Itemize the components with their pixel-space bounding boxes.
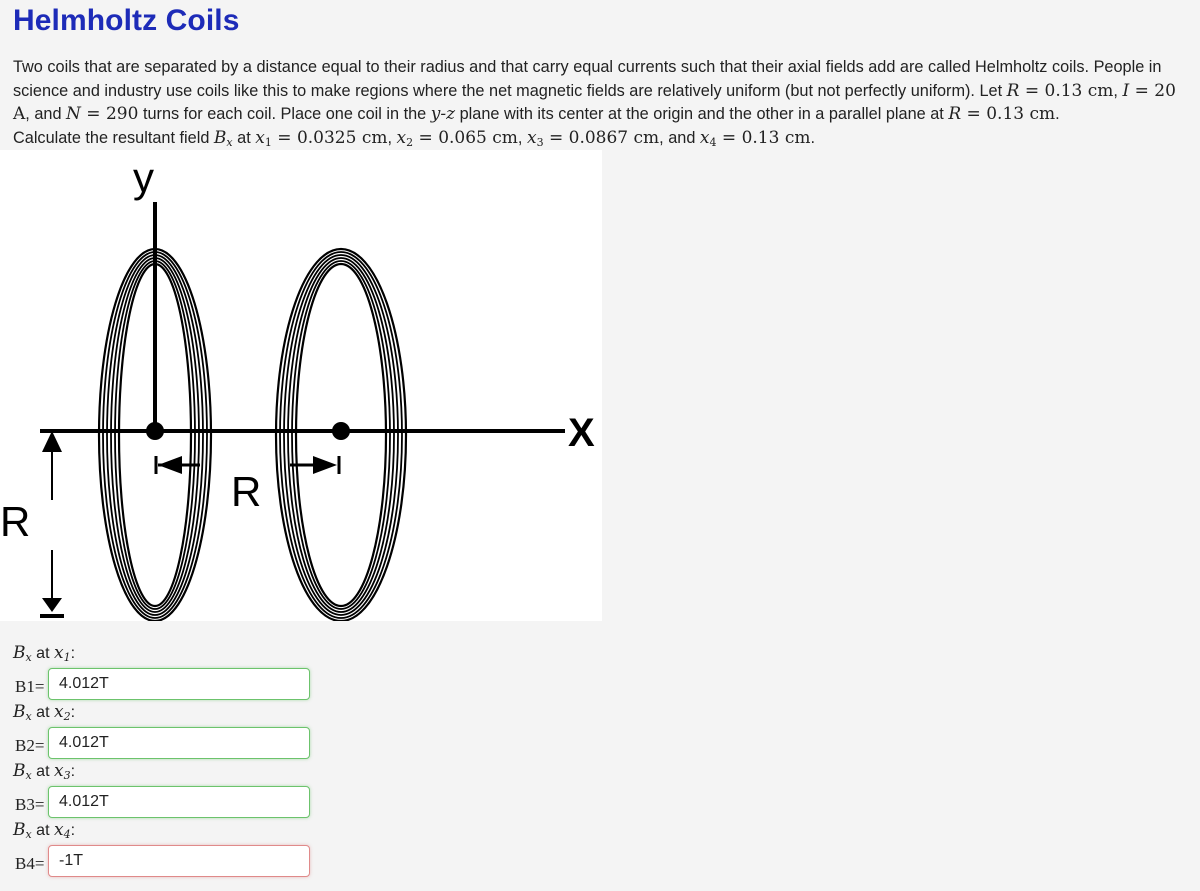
answer-prompt-4: $B_x$ at $x_4$: — [13, 820, 76, 841]
answer-label-2: B2= — [15, 736, 45, 755]
radius-R-label: R — [0, 498, 31, 545]
left-coil-center-dot — [146, 422, 164, 440]
answer-input-b1[interactable] — [48, 668, 310, 700]
y-axis-label: y — [133, 154, 154, 201]
answer-input-b2[interactable] — [48, 727, 310, 759]
answer-input-b3[interactable] — [48, 786, 310, 818]
math-x2: $x_2 = 0.065$ cm — [396, 127, 518, 149]
math-I: I = 20 A — [13, 80, 1176, 124]
math-x3: $x_3 = 0.0867$ cm — [526, 127, 660, 149]
problem-intro-text: Two coils that are separated by a distance equal to their radius and that carry equal currents such that their axial fields add are called Helmholtz coils. People in science and industry use coils like this to make regions where the net magnetic fields are relatively uniform (but not perfectly uniform). Let — [13, 58, 1162, 100]
math-R: R = 0.13 cm — [1006, 80, 1114, 101]
math-N: N = 290 — [66, 104, 139, 124]
math-R-again: R = 0.13 cm — [948, 104, 1056, 124]
math-Bx: $B_x$ — [213, 127, 233, 149]
answer-label-1: B1= — [15, 677, 45, 696]
problem-turns-text: turns for each coil. Place one coil in the — [138, 105, 431, 123]
plane-name: y-z — [430, 104, 456, 124]
answers-section — [13, 640, 333, 876]
answer-group-1 — [13, 640, 333, 699]
right-coil-center-dot — [332, 422, 350, 440]
math-x1: $x_1 = 0.0325$ cm — [255, 127, 388, 149]
problem-statement: Two coils that are separated by a distance equal to their radius and that carry equal currents such that their axial fields add are called Helmholtz coils. People in science and industry use coils like this to make regions where the net magnetic fields are relatively uniform (but not perfectly uniform). Let R = 0.13 cm, I = 20 A, and N = 290 turns for each coil. Place one coil in the y-z plane with its center at the origin and the other in a parallel plane at R = 0.13 cm. Calculate the resultant field $B_x$ at $x_1 = 0.0325$ cm, $x_2 = 0.065$ cm, $x_3 = 0.0867$ cm, and $x_4 = 0.13$ cm. — [13, 58, 1176, 149]
answer-group-2 — [13, 699, 333, 758]
answer-prompt-1: $B_x$ at $x_1$: — [13, 643, 76, 664]
answer-row-4 — [13, 845, 333, 881]
page-title: Helmholtz Coils — [13, 4, 240, 37]
x-axis-label: X — [568, 411, 595, 455]
helmholtz-coils-figure — [0, 150, 602, 621]
answer-label-4: B4= — [15, 854, 45, 873]
separation-R-label: R — [231, 468, 262, 515]
answer-group-4 — [13, 817, 333, 876]
answer-prompt-2: $B_x$ at $x_2$: — [13, 702, 76, 723]
answer-input-b4[interactable] — [48, 845, 310, 877]
answer-prompt-3: $B_x$ at $x_3$: — [13, 761, 76, 782]
answer-group-3 — [13, 758, 333, 817]
problem-plane-text: plane with its center at the origin and the other in a parallel plane at — [455, 105, 949, 123]
radius-dimension — [40, 431, 64, 616]
answer-label-3: B3= — [15, 795, 45, 814]
problem-calc-text: Calculate the resultant field — [13, 128, 214, 147]
coils-diagram — [0, 150, 602, 621]
math-x4: $x_4 = 0.13$ cm — [699, 127, 811, 149]
